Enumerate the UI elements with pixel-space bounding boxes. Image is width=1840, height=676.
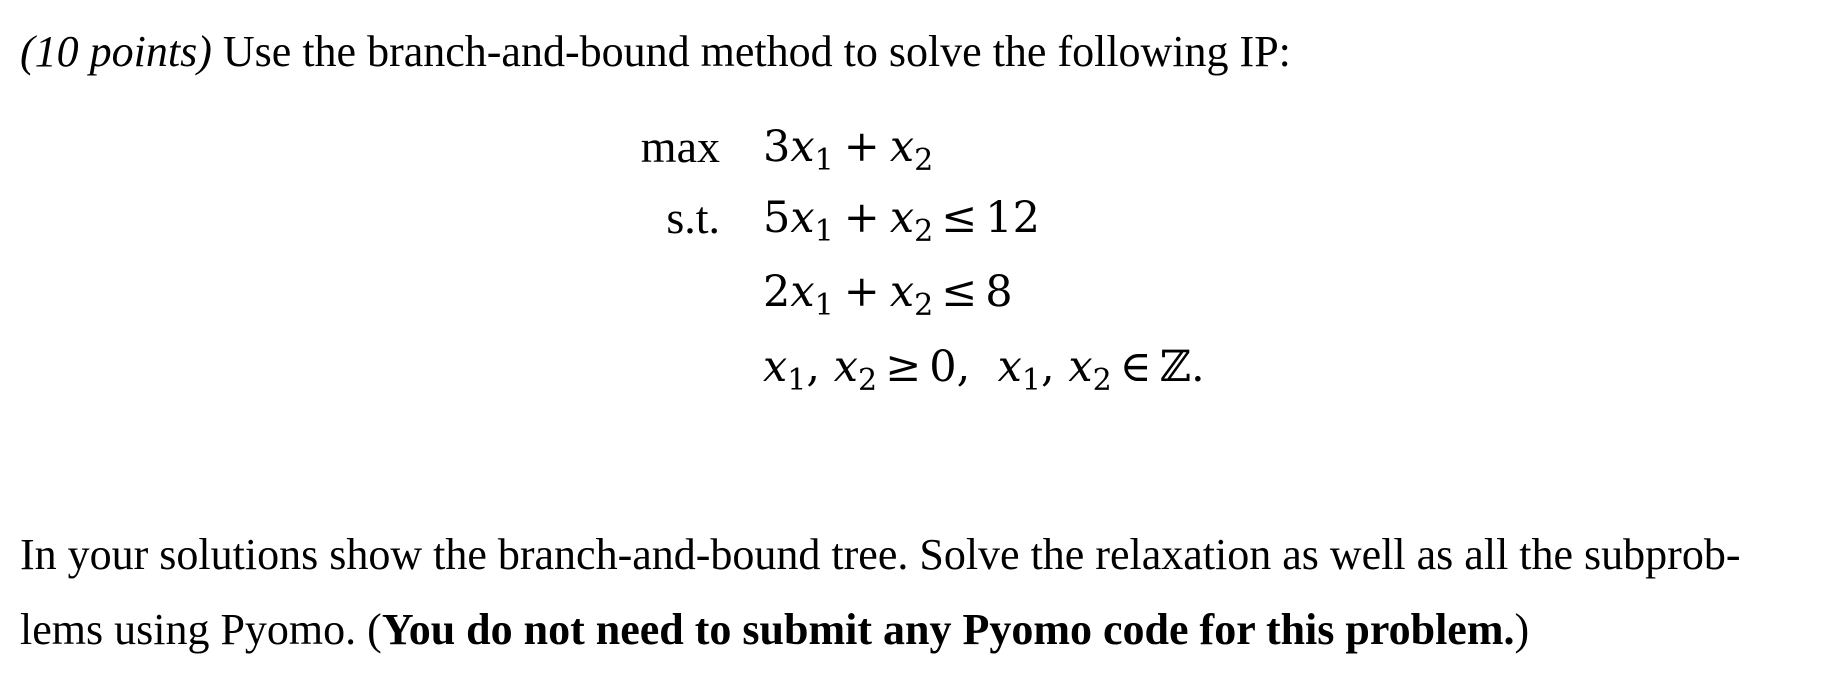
constraint-3-expression: $x_1$, $x_2 \ge 0$, $x_1$, $x_2$ ∈ ℤ. [763, 342, 1205, 399]
constraint-row-3 [0, 337, 1840, 397]
max-keyword: max [640, 121, 720, 172]
points-label: (10 points) [20, 27, 212, 76]
problem-prompt: Use the branch-and-bound method to solve the following IP: [211, 27, 1291, 76]
bold-note: You do not need to submit any Pyomo code for this problem. [381, 605, 1515, 654]
instructions-paragraph: In your solutions show the branch-and-bound tree. Solve the relaxation as well as all the subprob- lems using Pyomo. (You do not need to submit any Pyomo code for this problem.) [20, 530, 1741, 654]
instructions-text: In your solutions show the branch-and-bound tree. Solve the relaxation as well as all the subprob- lems using Pyomo. [20, 530, 1741, 654]
constraint-1-expression: $5x_1 + x_2 \le 12$ [763, 193, 1040, 250]
problem-header [20, 22, 1291, 82]
constraint-row-2 [0, 262, 1840, 322]
objective-expression: $3x_1 + x_2$ [763, 122, 934, 179]
constraint-2-expression: $2x_1 + x_2 \le 8$ [763, 267, 1013, 324]
constraint-row-1 [0, 188, 1840, 248]
objective-row [0, 117, 1840, 177]
st-keyword: s.t. [666, 192, 720, 243]
